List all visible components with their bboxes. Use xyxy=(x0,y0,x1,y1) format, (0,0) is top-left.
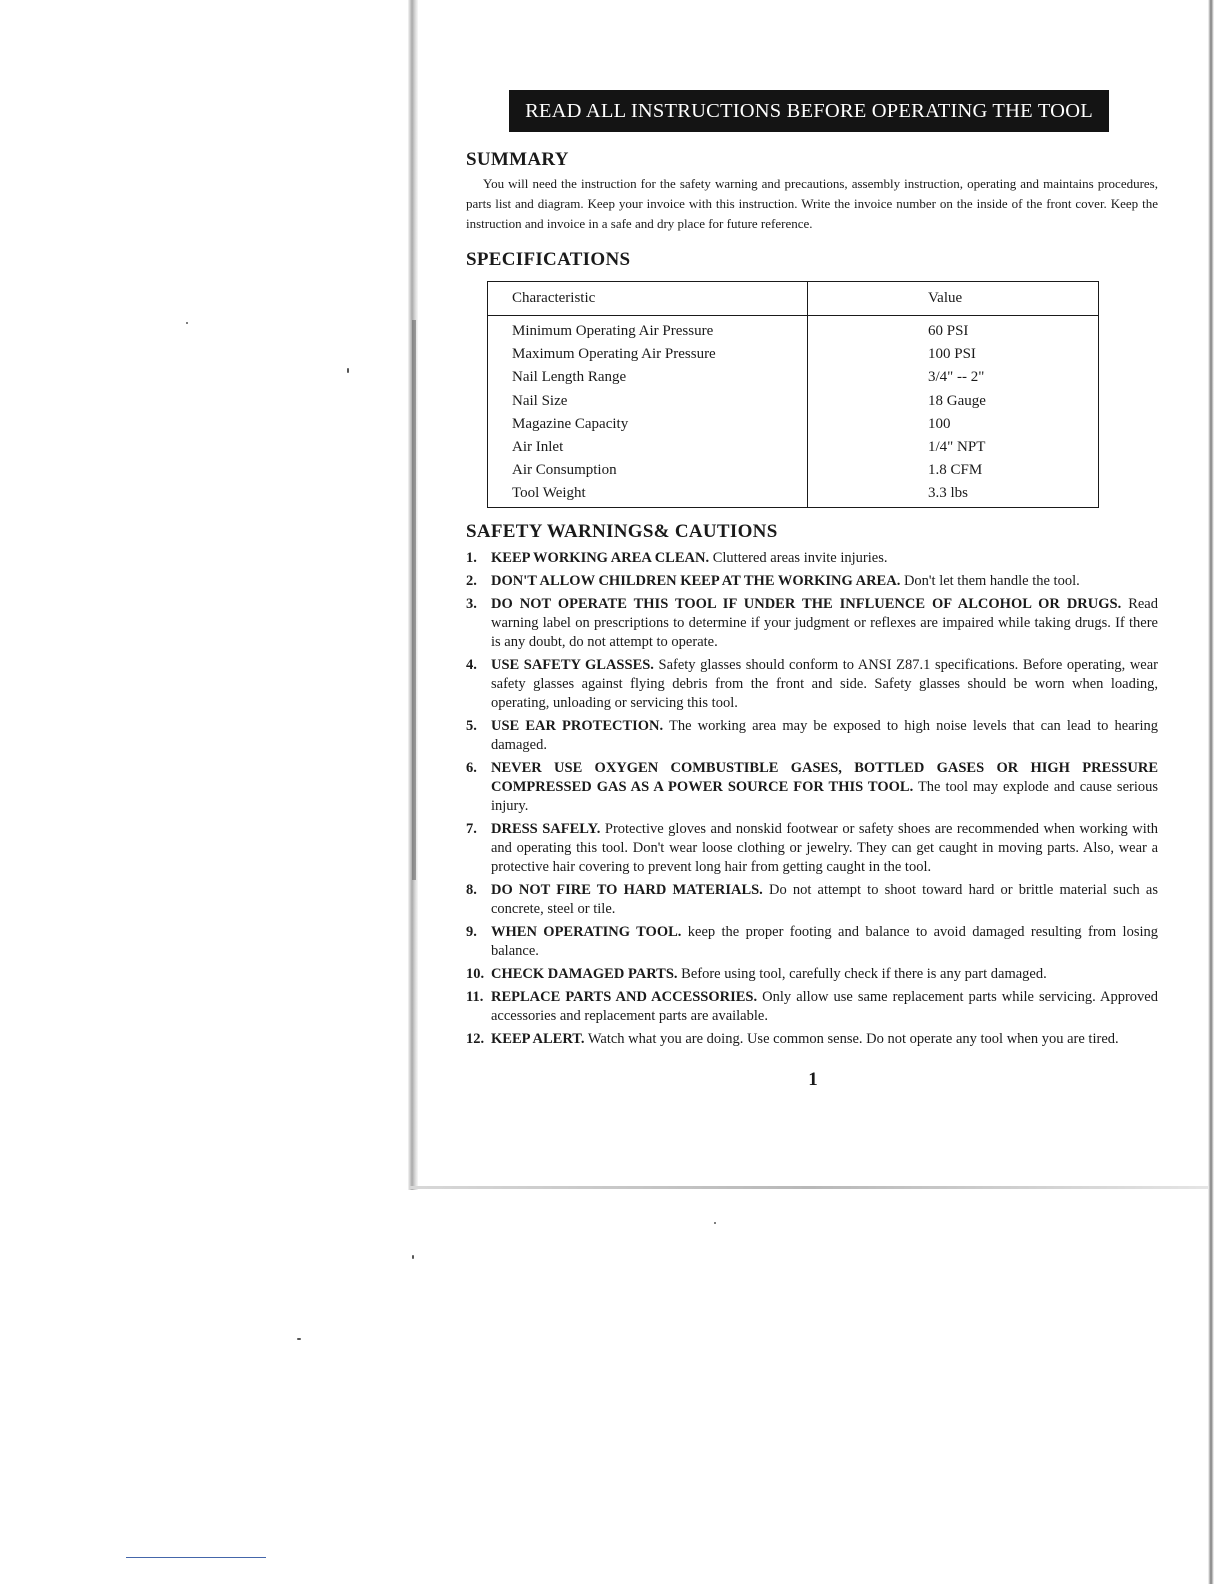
scan-speck xyxy=(297,1338,301,1340)
item-number: 6. xyxy=(466,759,477,776)
warning-text: Do not attempt to shoot toward hard or brittle material such as concrete, steel or tile. xyxy=(491,881,1158,917)
list-item xyxy=(466,717,1158,755)
item-number: 12. xyxy=(466,1030,485,1047)
item-number: 11. xyxy=(466,988,484,1005)
scan-speck xyxy=(347,368,349,373)
page-right-edge xyxy=(1208,0,1214,1584)
item-number: 9. xyxy=(466,923,477,940)
footer-rule xyxy=(126,1557,266,1558)
table-row xyxy=(488,413,1099,436)
warning-text: Before using tool, carefully check if there is any part damaged. xyxy=(681,965,1047,982)
spec-value: 1/4" NPT xyxy=(808,436,1099,459)
list-item xyxy=(466,988,1158,1026)
spec-name: Air Consumption xyxy=(488,459,808,482)
warning-text: Watch what you are doing. Use common sense. Do not operate any tool when you are tired. xyxy=(587,1030,1119,1047)
list-item xyxy=(466,549,1158,568)
table-row xyxy=(488,343,1099,366)
summary-text: You will need the instruction for the safety warning and precautions, assembly instruction, operating and maintains procedures, parts list and diagram. Keep your invoice with this instruction. Write the invoice number on the inside of the front cover. Keep the instruction and invoice in a safe and dry place for future reference. xyxy=(466,176,1158,231)
list-item xyxy=(466,881,1158,919)
item-number: 4. xyxy=(466,656,477,673)
safety-heading: SAFETY WARNINGS& CAUTIONS xyxy=(466,520,778,542)
warning-heading: KEEP ALERT. xyxy=(491,1030,585,1047)
book-gutter-dark xyxy=(412,320,416,880)
table-row xyxy=(488,482,1099,507)
spec-name: Air Inlet xyxy=(488,436,808,459)
specifications-table xyxy=(487,281,1099,508)
spec-value: 3.3 lbs xyxy=(808,482,1099,507)
warning-heading: KEEP WORKING AREA CLEAN. xyxy=(491,549,710,566)
warning-text: Safety glasses should conform to ANSI Z87.1 specifications. Before operating, wear safety glasses against flying debris from the front and side. Safety glasses should be worn when loading, operating, unloading or servicing this tool. xyxy=(491,656,1159,711)
warning-text: Don't let them handle the tool. xyxy=(903,572,1080,589)
scan-speck xyxy=(714,1222,716,1224)
item-number: 3. xyxy=(466,595,477,612)
list-item xyxy=(466,1030,1158,1049)
warning-heading: NEVER USE OXYGEN COMBUSTIBLE GASES, BOTTLED GASES OR HIGH PRESSURE COMPRESSED GAS AS A POWER SOURCE FOR THIS TOOL. xyxy=(491,759,1158,795)
warning-heading: DO NOT OPERATE THIS TOOL IF UNDER THE INFLUENCE OF ALCOHOL OR DRUGS. xyxy=(491,595,1122,612)
list-item xyxy=(466,572,1158,591)
warning-text: Protective gloves and nonskid footwear or safety shoes are recommended when working with and operating this tool. Don't wear loose clothing or jewelry. They can get caught in moving parts. Also, wear a protective hair covering to prevent long hair from getting caught in the tool. xyxy=(491,820,1158,875)
summary-heading: SUMMARY xyxy=(466,149,569,170)
warning-heading: DO NOT FIRE TO HARD MATERIALS. xyxy=(491,881,763,898)
spec-value: 1.8 CFM xyxy=(808,459,1099,482)
spec-name: Maximum Operating Air Pressure xyxy=(488,343,808,366)
warning-text: Cluttered areas invite injuries. xyxy=(712,549,888,566)
spec-name: Minimum Operating Air Pressure xyxy=(488,316,808,344)
spec-value: 100 xyxy=(808,413,1099,436)
manual-page xyxy=(466,90,1158,1091)
scan-speck xyxy=(412,1255,414,1259)
item-number: 7. xyxy=(466,820,477,837)
warning-heading: USE SAFETY GLASSES. xyxy=(491,656,654,673)
characteristic-header: Characteristic xyxy=(488,282,808,316)
warning-heading: REPLACE PARTS AND ACCESSORIES. xyxy=(491,988,758,1005)
instructions-banner: READ ALL INSTRUCTIONS BEFORE OPERATING THE TOOL xyxy=(509,90,1109,132)
spec-value: 18 Gauge xyxy=(808,390,1099,413)
spec-name: Nail Size xyxy=(488,390,808,413)
warning-heading: WHEN OPERATING TOOL. xyxy=(491,923,682,940)
specifications-heading: SPECIFICATIONS xyxy=(466,249,631,270)
safety-warnings-list xyxy=(466,549,1158,1049)
spec-name: Tool Weight xyxy=(488,482,808,507)
warning-heading: DON'T ALLOW CHILDREN KEEP AT THE WORKING AREA. xyxy=(491,572,901,589)
warning-heading: DRESS SAFELY. xyxy=(491,820,601,837)
warning-text: Read warning label on prescriptions to determine if your judgment or reflexes are impaired while taking drugs. If there is any doubt, do not attempt to operate. xyxy=(491,595,1158,650)
list-item xyxy=(466,820,1158,877)
table-row xyxy=(488,390,1099,413)
page-bottom-edge xyxy=(410,1186,1210,1189)
table-row xyxy=(488,316,1099,344)
warning-text: Only allow use same replacement parts while servicing. Approved accessories and replacement parts are available. xyxy=(491,988,1158,1024)
spec-value: 3/4" -- 2" xyxy=(808,366,1099,389)
list-item xyxy=(466,595,1158,652)
item-number: 10. xyxy=(466,965,485,982)
spec-name: Magazine Capacity xyxy=(488,413,808,436)
table-row xyxy=(488,459,1099,482)
spec-name: Nail Length Range xyxy=(488,366,808,389)
table-row xyxy=(488,366,1099,389)
value-header: Value xyxy=(808,282,1099,316)
list-item xyxy=(466,965,1158,984)
spec-value: 60 PSI xyxy=(808,316,1099,344)
item-number: 1. xyxy=(466,549,477,566)
item-number: 2. xyxy=(466,572,477,589)
scan-speck xyxy=(186,322,188,324)
page-number: 1 xyxy=(808,1068,818,1090)
item-number: 5. xyxy=(466,717,477,734)
table-header-row xyxy=(488,282,1099,316)
spec-value: 100 PSI xyxy=(808,343,1099,366)
warning-text: The tool may explode and cause serious injury. xyxy=(491,778,1159,814)
list-item xyxy=(466,923,1158,961)
list-item xyxy=(466,759,1158,816)
warning-text: keep the proper footing and balance to avoid damaged resulting from losing balance. xyxy=(491,923,1158,959)
table-row xyxy=(488,436,1099,459)
warning-heading: USE EAR PROTECTION. xyxy=(491,717,664,734)
warning-heading: CHECK DAMAGED PARTS. xyxy=(491,965,678,982)
list-item xyxy=(466,656,1158,713)
item-number: 8. xyxy=(466,881,477,898)
warning-text: The working area may be exposed to high noise levels that can lead to hearing damaged. xyxy=(491,717,1158,753)
